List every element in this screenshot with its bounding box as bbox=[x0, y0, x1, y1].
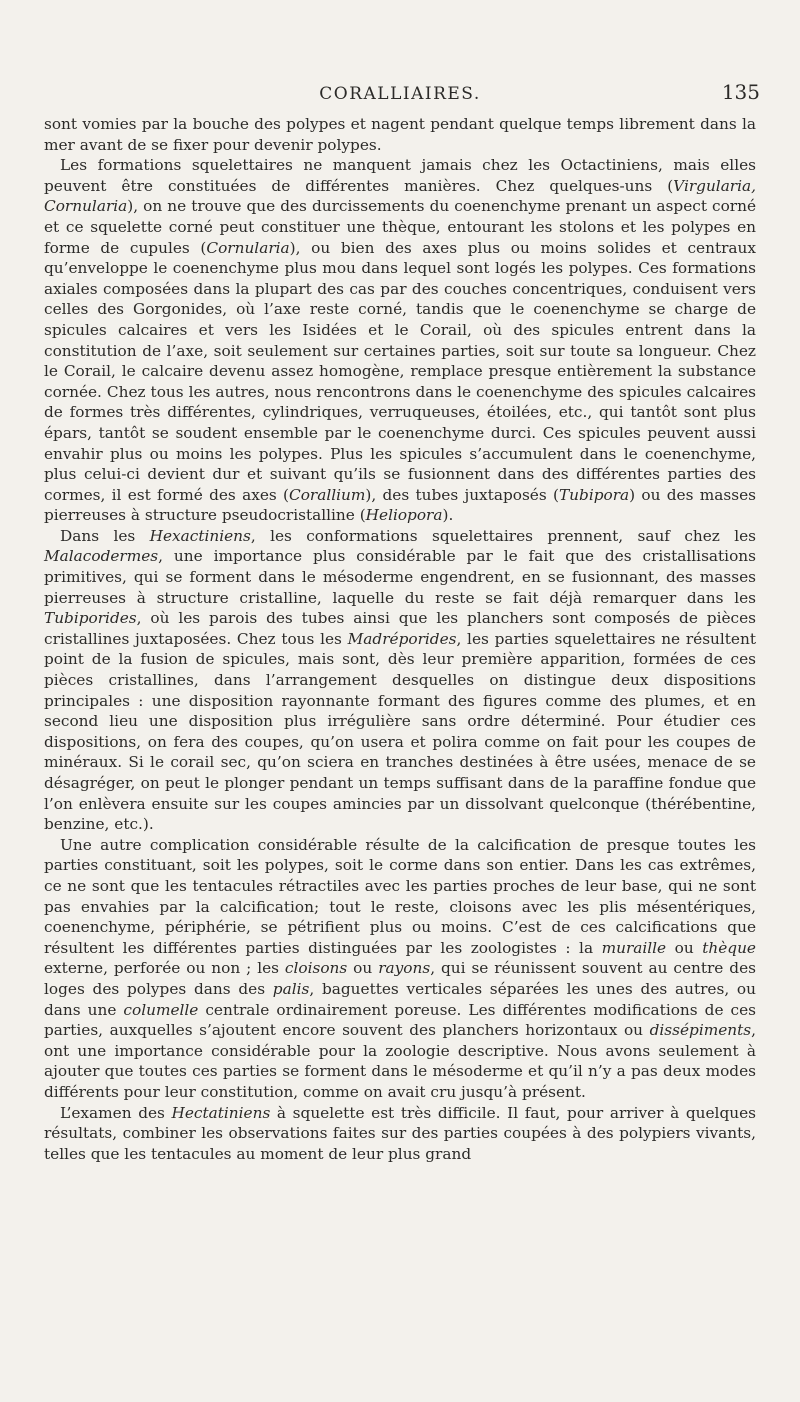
text-run: , les conformations squelettaires prennent, sauf chez les bbox=[250, 526, 757, 545]
italic-term: Virgularia, Cornularia bbox=[44, 176, 756, 216]
text-run: ), on ne trouve que des durcissements du coenenchyme prenant un aspect corné et ce squelette corné peut constituer une thèque, entourant les stolons et les polypes en forme de cupules ( bbox=[44, 197, 756, 257]
page-number: 135 bbox=[721, 80, 760, 104]
paragraph bbox=[44, 155, 756, 526]
text-run: sont vomies par la bouche des polypes et nagent pendant quelque temps librement dans la mer avant de se fixer pour devenir polypes. bbox=[44, 115, 756, 154]
italic-term: Madréporides bbox=[347, 629, 457, 648]
italic-term: Hectatiniens bbox=[171, 1103, 271, 1122]
text-run: ou bbox=[347, 959, 379, 978]
italic-term: Hexactiniens bbox=[149, 526, 251, 545]
text-run: ), ou bien des axes plus ou moins solides et centraux qu’enveloppe le coenenchyme plus mou dans lequel sont logés les polypes. Ces formations axiales composées dans la plupart des cas par des couches concentriques, conduisent vers celles des Gorgonides, où l’axe reste corné, tandis que le coenenchyme se charge de spicules calcaires et vers les Isidées et le Corail, où des spicules entrent dans la constitution de l’axe, soit seulement sur certaines parties, soit sur toute sa longueur. Chez le Corail, le calcaire devenu assez homogène, remplace presque entièrement la substance cornée. Chez tous les autres, nous rencontrons dans le coenenchyme des spicules calcaires de formes très différentes, cylindriques, verruqueuses, étoilées, etc., qui tantôt sont plus épars, tantôt se soudent ensemble par le coenenchyme durci. Ces spicules peuvent aussi envahir plus ou moins les polypes. Plus les spicules s’accumulent dans le coenenchyme, plus celui-ci devient dur et suivant qu’ils se fusionnent dans des différentes parties des cormes, il est formé des axes ( bbox=[44, 238, 757, 504]
italic-term: Corallium bbox=[288, 485, 366, 504]
text-run: ) ou des masses pierreuses à structure pseudocristalline ( bbox=[44, 485, 756, 525]
text-run: , ont une importance considérable pour la zoologie descriptive. Nous avons seulement à ajouter que toutes ces parties se forment dans le mésoderme et qu’il n’y a pas deux modes différents pour leur constitution, comme on avait cru jusqu’à présent. bbox=[44, 1021, 756, 1101]
text-run: Dans les bbox=[60, 526, 150, 545]
italic-term: palis bbox=[272, 979, 310, 998]
text-run: ), des tubes juxtaposés ( bbox=[365, 485, 559, 504]
italic-term: Tubiporides bbox=[44, 609, 137, 628]
italic-term: Tubipora bbox=[558, 485, 630, 504]
italic-term: Cornularia bbox=[206, 238, 290, 257]
paragraph bbox=[44, 526, 756, 835]
text-run: , une importance plus considérable par le fait que des cristallisations primitives, qui se forment dans le mésoderme engendrent, en se fusionnant, des masses pierreuses à structure cristalline, laquelle du reste se fait déjà remarquer dans les bbox=[44, 547, 756, 607]
text-run: Une autre complication considérable résulte de la calcification de presque toutes les parties constituant, soit les polypes, soit le corme dans son entier. Dans les cas extrêmes, ce ne sont que les tentacules rétractiles avec les parties proches de leur base, qui ne sont pas envahies par la calcification; tout le reste, cloisons avec les plis mésentériques, coenenchyme, périphérie, se pétrifient plus ou moins. C’est de ces calcifications que résultent les différentes parties distinguées par les zoologistes : la bbox=[44, 835, 756, 957]
text-run: , qui se réunissent souvent au centre des loges des polypes dans des bbox=[44, 959, 756, 998]
italic-term: Malacodermes bbox=[44, 547, 159, 566]
text-run: externe, perforée ou non ; les bbox=[44, 959, 285, 978]
text-run: , les parties squelettaires ne résultent point de la fusion de spicules, mais sont, dès leur première apparition, formées de ces pièces cristallines, dans l’arrangement desquelles on distingue deux dispositions principales : une disposition rayonnante formant des figures comme des plumes, et en second lieu une disposition plus irrégulière sans ordre déterminé. Pour étudier ces dispositions, on fera des coupes, qu’on usera et polira comme on fait pour les coupes de minéraux. Si le corail sec, qu’on sciera en tranches destinées à être usées, menace de se désagréger, on peut le plonger pendant un temps suffisant dans de la paraffine fondue que l’on enlèvera ensuite sur les coupes amincies par un dissolvant quelconque (thérébentine, benzine, etc.). bbox=[44, 629, 756, 834]
italic-term: cloisons bbox=[284, 959, 348, 978]
italic-term: Heliopora bbox=[365, 506, 443, 525]
page-header bbox=[0, 80, 800, 110]
text-run: , baguettes verticales séparées les unes des autres, ou dans une bbox=[44, 979, 756, 1019]
text-run: centrale ordinairement poreuse. Les différentes modifications de ces parties, auxquelles s’ajoutent encore souvent des planchers horizontaux ou bbox=[44, 1000, 756, 1040]
text-run: , où les parois des tubes ainsi que les planchers sont composés de pièces cristallines juxtaposées. Chez tous les bbox=[44, 609, 756, 648]
paragraph bbox=[44, 835, 756, 1103]
running-title: CORALLIAIRES. bbox=[319, 84, 481, 104]
italic-term: thèque bbox=[702, 938, 756, 957]
text-run: L’examen des bbox=[60, 1103, 172, 1122]
italic-term: dissépiments bbox=[649, 1021, 752, 1040]
body-text bbox=[44, 114, 756, 1164]
paragraph bbox=[44, 1103, 756, 1165]
italic-term: columelle bbox=[123, 1000, 199, 1019]
text-run: à squelette est très difficile. Il faut, pour arriver à quelques résultats, combiner les observations faites sur des parties coupées à des polypiers vivants, telles que les tentacules au moment de leur plus grand bbox=[44, 1103, 756, 1163]
paragraph bbox=[44, 114, 756, 155]
text-run: ). bbox=[442, 506, 454, 525]
italic-term: muraille bbox=[601, 938, 667, 957]
text-run: ou bbox=[666, 938, 703, 957]
text-run: Les formations squelettaires ne manquent jamais chez les Octactiniens, mais elles peuvent être constituées de différentes manières. Chez quelques-uns ( bbox=[44, 156, 756, 195]
italic-term: rayons bbox=[378, 959, 431, 978]
